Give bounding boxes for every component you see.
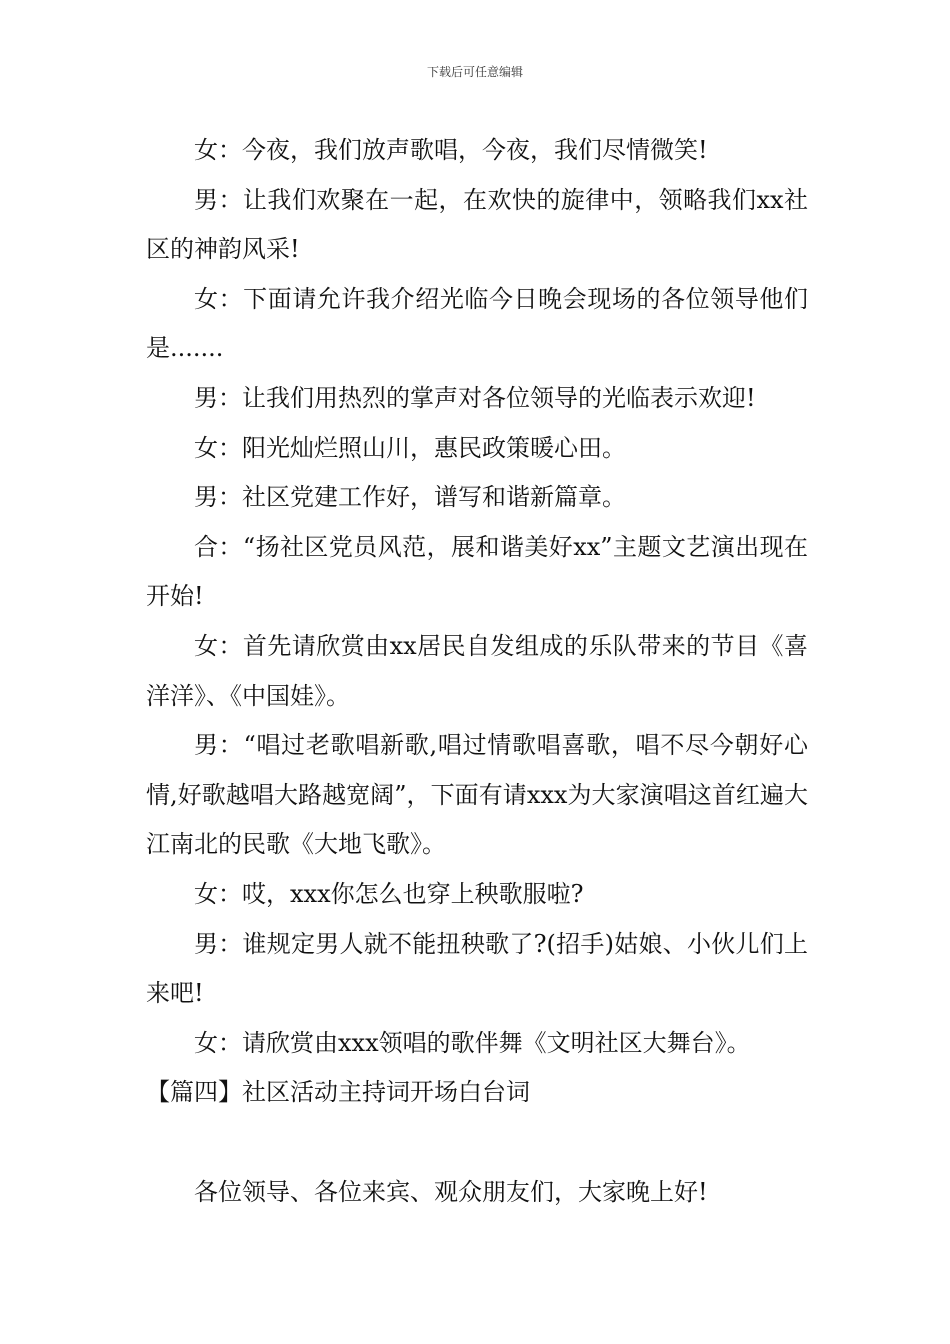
blank-line xyxy=(146,1118,808,1168)
paragraph: 女：今夜，我们放声歌唱，今夜，我们尽情微笑! xyxy=(194,136,708,164)
document-body xyxy=(146,126,808,1217)
paragraph: 男：谁规定男人就不能扭秧歌了?(招手)姑娘、小伙儿们上来吧! xyxy=(146,929,808,1008)
paragraph: 男：“唱过老歌唱新歌,唱过情歌唱喜歌，唱不尽今朝好心情,好歌越唱大路越宽阔”，下面有请xxx为大家演唱这首红遍大江南北的民歌《大地飞歌》。 xyxy=(146,731,808,859)
section-heading: 【篇四】社区活动主持词开场白台词 xyxy=(146,1078,530,1107)
closing-paragraph: 各位领导、各位来宾、观众朋友们，大家晚上好! xyxy=(194,1177,708,1206)
page-header: 下载后可任意编辑 xyxy=(426,65,523,79)
paragraph: 男：让我们欢聚在一起，在欢快的旋律中，领略我们xx社区的神韵风采! xyxy=(146,185,808,264)
paragraph: 女：下面请允许我介绍光临今日晚会现场的各位领导他们是....... xyxy=(146,284,808,363)
paragraph: 女：请欣赏由xxx领唱的歌伴舞《文明社区大舞台》。 xyxy=(194,1028,751,1057)
paragraph: 男：社区党建工作好，谱写和谐新篇章。 xyxy=(194,483,626,512)
paragraph: 女：哎，xxx你怎么也穿上秧歌服啦? xyxy=(194,879,584,908)
paragraph: 女：首先请欣赏由xx居民自发组成的乐队带来的节目《喜洋洋》、《中国娃》。 xyxy=(146,631,808,710)
paragraph: 男：让我们用热烈的掌声对各位领导的光临表示欢迎! xyxy=(194,383,756,412)
paragraph: 女：阳光灿烂照山川，惠民政策暖心田。 xyxy=(194,433,626,462)
paragraph: 合：“扬社区党员风范，展和谐美好xx”主题文艺演出现在开始! xyxy=(146,532,808,611)
